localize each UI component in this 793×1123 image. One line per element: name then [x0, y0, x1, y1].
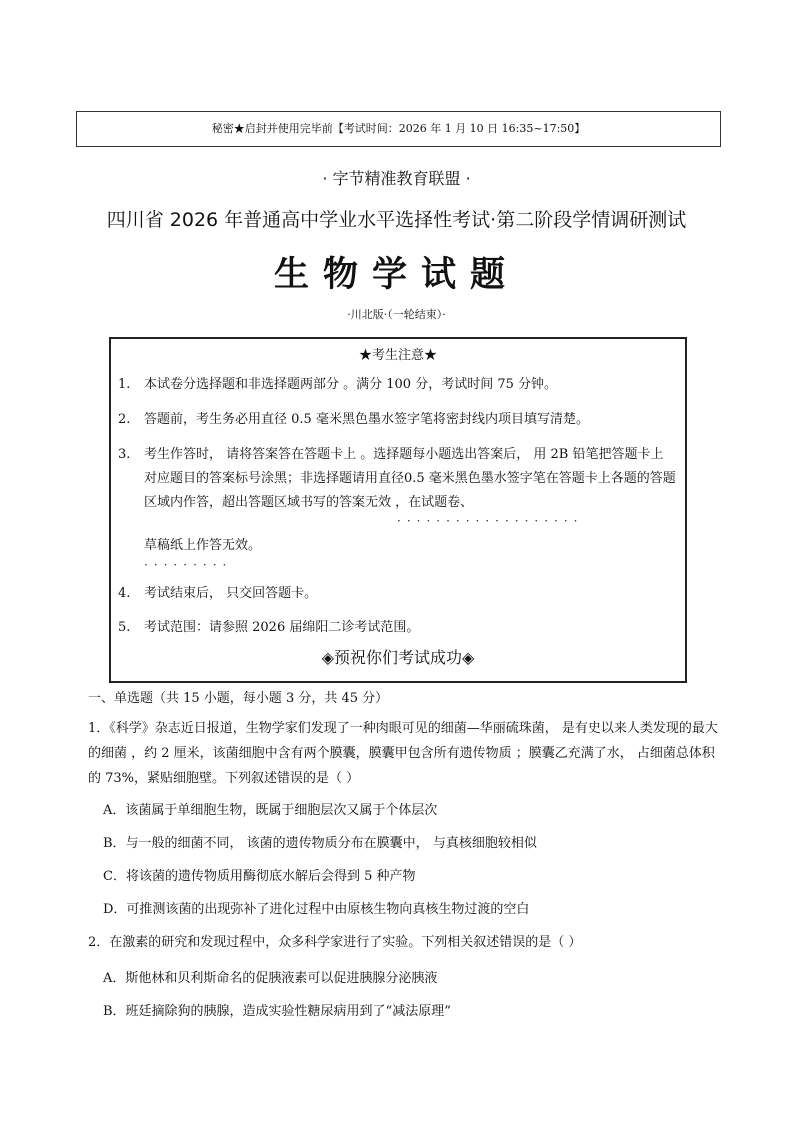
notice-item-number: 4. [118, 586, 131, 601]
question-2-option-a: A．斯他林和贝利斯命名的促胰液素可以促进胰腺分泌胰液 [103, 971, 438, 986]
confidential-header-box: 秘密★启封并使用完毕前【考试时间：2026 年 1 月 10 日 16:35~17:50】 [76, 111, 721, 147]
notice-item-text: 答题前，考生务必用直径 0.5 毫米黑色墨水签字笔将密封线内项目填写清楚。 [144, 412, 589, 427]
notice-box [109, 337, 687, 683]
question-2-option-b: B．班廷摘除狗的胰腺，造成实验性糖尿病用到了“减法原理” [103, 1004, 451, 1019]
question-1-stem: 1．《科学》杂志近日报道，生物学家们发现了一种肉眼可见的细菌—华丽硫珠菌， 是有史以来人类发现的最大的细菌 ，约 2 厘米，该菌细胞中含有两个膜囊，膜囊甲包含所有遗传物质 ；膜囊乙充满了水， 占细菌总体积的 73%，紧贴细胞壁。下列叙述错误的是（ ） [88, 721, 718, 786]
alliance-name: · 字节精准教育联盟 · [322, 169, 471, 188]
question-2-stem: 2．在激素的研究和发现过程中，众多科学家进行了实验。下列相关叙述错误的是（ ） [88, 935, 582, 950]
notice-item-text: 本试卷分选择题和非选择题两部分 。满分 100 分，考试时间 75 分钟。 [144, 377, 558, 392]
good-luck-message: ◈预祝你们考试成功◈ [321, 648, 475, 667]
notice-item-number: 1. [118, 377, 131, 392]
question-1-option-d: D．可推测该菌的出现弥补了进化过程中由原核生物向真核生物过渡的空白 [103, 902, 530, 917]
question-1-option-c: C．将该菌的遗传物质用酶彻底水解后会得到 5 种产物 [103, 869, 416, 884]
notice-item-text: 草稿纸上作答无效。 [144, 538, 262, 553]
notice-item-number: 2. [118, 412, 131, 427]
section-heading: 一、单选题（共 15 小题，每小题 3 分，共 45 分） [88, 691, 389, 706]
question-1-option-a: A．该菌属于单细胞生物，既属于细胞层次又属于个体层次 [103, 803, 438, 818]
exam-title: 四川省 2026 年普通高中学业水平选择性考试·第二阶段学情调研测试 [106, 209, 687, 231]
emphasis-dots: ··················· [397, 514, 584, 528]
subject-title: 生物学试题 [273, 255, 519, 295]
notice-item-text: 考试范围：请参照 2026 届绵阳二诊考试范围。 [144, 620, 420, 635]
notice-item-text: 考生作答时， 请将答案答在答题卡上 。选择题每小题选出答案后， 用 2B 铅笔把答题卡上对应题目的答案标号涂黑；非选择题请用直径0.5 毫米黑色墨水签字笔在答题卡上各题的答题区域内作答，超出答题区域书写的答案无效 ，在试题卷、 [144, 447, 676, 510]
question-1-option-b: B．与一般的细菌不同， 该菌的遗传物质分布在膜囊中， 与真核细胞较相似 [103, 836, 537, 851]
notice-item-number: 3. [118, 447, 131, 462]
notice-item-number: 5. [118, 620, 131, 635]
notice-title: ★考生注意★ [358, 348, 437, 363]
emphasis-dots: ········· [144, 558, 233, 572]
notice-item-text: 考试结束后， 只交回答题卡。 [144, 586, 318, 601]
edition-label: ·川北版·（一轮结束）· [347, 308, 446, 321]
